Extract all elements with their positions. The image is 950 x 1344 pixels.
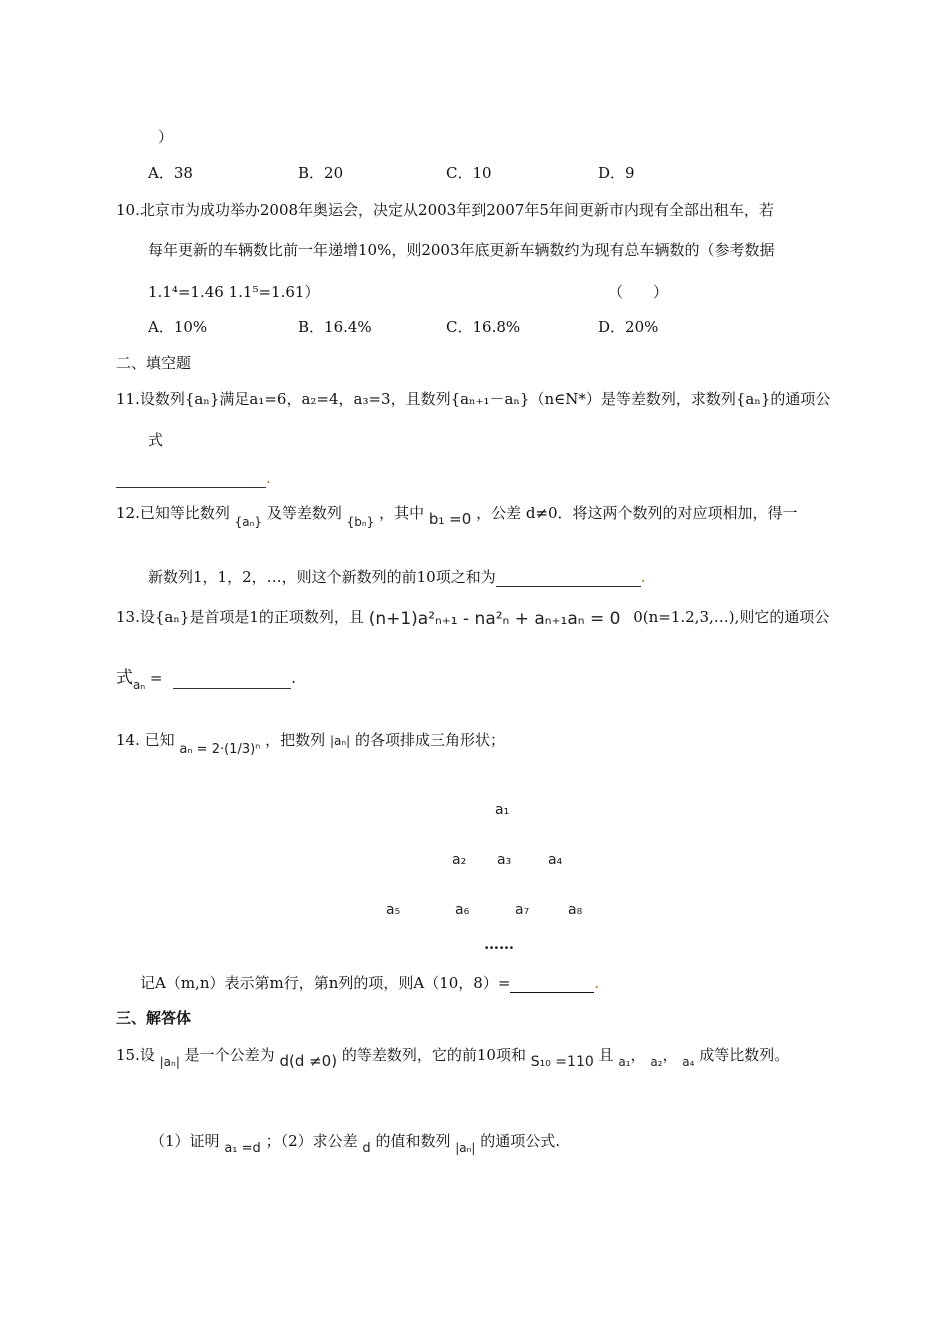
q12-line2: 新数列1，1，2，…，则这个新数列的前10项之和为 . — [148, 568, 646, 586]
q13-formula: (n+1)a²ₙ₊₁ - na²ₙ + aₙ₊₁aₙ = 0 — [368, 609, 621, 629]
q14-question: 记A（m,n）表示第m行，第n列的项，则A（10，8）= . — [140, 974, 600, 992]
q11-line2: 式 — [148, 431, 164, 449]
q10-answer-paren: （ ） — [608, 283, 669, 301]
q15-d: d(d ≠0) — [279, 1052, 338, 1070]
q10-line1: 10.北京市为成功举办2008年奥运会，决定从2003年到2007年5年间更新市内现有全部出租车，若 — [116, 201, 774, 219]
q10-option-d: D．20% — [598, 318, 659, 336]
q9-option-b: B．20 — [298, 164, 344, 182]
q13-blank[interactable] — [173, 674, 291, 689]
q12-seq-a: {aₙ} — [234, 515, 263, 529]
q12-seq-b: {bₙ} — [346, 515, 375, 529]
q13-line1: 13.设{aₙ}是首项是1的正项数列，且 (n+1)a²ₙ₊₁ - na²ₙ + aₙ₊₁aₙ = 0 0(n=1.2,3,…),则它的通项公 — [116, 608, 830, 629]
triangle-a6: a₆ — [455, 902, 470, 918]
q12-b1-eq: b₁ =0 — [428, 510, 472, 528]
q15-line1: 15.设 $_{|a_n|}$ 是一个公差为 d(d ≠0) 的等差数列，它的前10项和 S₁₀ =110 且 $_{a_1}$， $_{a_2}$， $_{a_4}$ 成等比数列。 — [116, 1046, 790, 1070]
triangle-ellipsis: …… — [484, 935, 514, 953]
triangle-a3: a₃ — [497, 852, 512, 868]
q10-reference: 1.1⁴=1.46 1.1⁵=1.61） — [148, 283, 320, 301]
q13-line2: 式$_{a_n}$ = . — [116, 668, 297, 692]
q9-option-c: C．10 — [446, 164, 492, 182]
q14-formula: aₙ = 2·(1/3)ⁿ — [179, 742, 261, 757]
q11-blank[interactable] — [116, 473, 266, 488]
q9-paren-close: ） — [158, 128, 174, 146]
q11-line1: 11.设数列{aₙ}满足a₁=6，a₂=4，a₃=3，且数列{aₙ₊₁－aₙ}（n∈N*）是等差数列，求数列{aₙ}的通项公 — [116, 390, 831, 408]
triangle-a7: a₇ — [515, 902, 530, 918]
q10-option-b: B．16.4% — [298, 318, 372, 336]
triangle-a4: a₄ — [548, 852, 563, 868]
triangle-a5: a₅ — [386, 902, 401, 918]
q12-line1: 12.已知等比数列 $_{\{a_n\}}$ 及等差数列 $_{\{b_n\}}$ ，其中 b₁ =0 ，公差 d≠0．将这两个数列的对应项相加，得一 — [116, 504, 798, 529]
q15-s10: S₁₀ =110 — [530, 1054, 594, 1070]
q12-blank[interactable] — [496, 572, 641, 587]
q10-line2: 每年更新的车辆数比前一年递增10%，则2003年底更新车辆数约为现有总车辆数的（参考数据 — [148, 241, 775, 259]
triangle-a8: a₈ — [568, 902, 583, 918]
q15-subquestions: （1）证明 a₁ =d ；（2）求公差 d 的值和数列 $_{|a_n|}$ 的通项公式. — [150, 1132, 561, 1156]
q9-option-d: D．9 — [598, 164, 635, 182]
q14-line1: 14. 已知 aₙ = 2·(1/3)ⁿ ，把数列 |aₙ| 的各项排成三角形状； — [116, 731, 505, 757]
q11-answer-line: . — [116, 468, 271, 488]
triangle-a1: a₁ — [495, 802, 510, 818]
q14-blank[interactable] — [510, 978, 594, 993]
triangle-a2: a₂ — [452, 852, 467, 868]
q14-seq: |aₙ| — [329, 734, 351, 748]
q10-option-c: C．16.8% — [446, 318, 521, 336]
q9-option-a: A．38 — [148, 164, 193, 182]
section-fill-in-heading: 二、填空题 — [116, 354, 192, 372]
q10-option-a: A．10% — [148, 318, 208, 336]
section-answer-heading: 三、解答体 — [116, 1009, 192, 1027]
